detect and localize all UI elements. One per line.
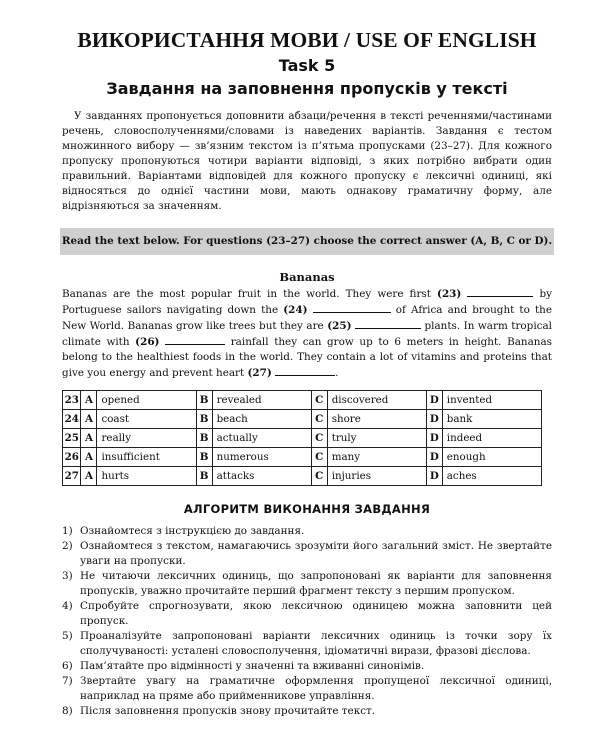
step-number: 8) <box>62 705 73 717</box>
instruction-box: Read the text below. For questions (23–27) choose the correct answer (A, B, C or D). <box>60 228 554 255</box>
step-number: 3) <box>62 570 73 582</box>
step-text: Ознайомтеся з текстом, намагаючись зрозуміти його загальний зміст. Не звертайте уваги на пропуски. <box>80 540 552 567</box>
gap-blank-23 <box>467 286 533 297</box>
text-part: . <box>335 367 339 379</box>
option-text[interactable]: insufficient <box>97 448 196 467</box>
text-part: of Africa and brought to the New World. Bananas grow like trees but they are <box>62 304 552 332</box>
text-part: plants. In warm tropical climate with <box>62 320 552 348</box>
option-text[interactable]: hurts <box>97 467 196 486</box>
answer-options-table <box>62 390 542 486</box>
option-text[interactable]: actually <box>212 429 311 448</box>
section-title: ВИКОРИСТАННЯ МОВИ / USE OF ENGLISH <box>77 28 537 52</box>
step-text: Проаналізуйте запропоновані варіанти лексичних одиниць із точки зору їх сполучуваності: усталені словосполучення, ідіоматичні вирази, фразові дієслова. <box>80 630 552 657</box>
option-letter: C <box>311 448 327 467</box>
option-letter: D <box>426 410 442 429</box>
option-letter: A <box>81 448 97 467</box>
option-text[interactable]: enough <box>442 448 541 467</box>
step-text: Звертайте увагу на граматичне оформлення пропущеної лексичної одиниці, наприклад на пряме або прийменникове управління. <box>80 675 552 702</box>
option-text[interactable]: shore <box>327 410 426 429</box>
option-text[interactable]: invented <box>442 391 541 410</box>
option-letter: A <box>81 429 97 448</box>
table-row <box>63 429 542 448</box>
gap-blank-26 <box>165 334 225 345</box>
option-text[interactable]: opened <box>97 391 196 410</box>
option-text[interactable]: truly <box>327 429 426 448</box>
step-number: 2) <box>62 540 73 552</box>
option-text[interactable]: revealed <box>212 391 311 410</box>
option-text[interactable]: coast <box>97 410 196 429</box>
option-letter: B <box>196 429 212 448</box>
option-letter: D <box>426 429 442 448</box>
step-number: 4) <box>62 600 73 612</box>
option-letter: D <box>426 448 442 467</box>
option-letter: B <box>196 448 212 467</box>
option-letter: A <box>81 391 97 410</box>
list-item <box>62 704 552 719</box>
gap-blank-27 <box>275 365 335 376</box>
option-text[interactable]: bank <box>442 410 541 429</box>
step-text: Спробуйте спрогнозувати, якою лексичною одиницею можна заповнити цей пропуск. <box>80 600 552 627</box>
option-letter: C <box>311 467 327 486</box>
gap-label-26: (26) <box>135 336 160 348</box>
list-item <box>62 569 552 599</box>
option-letter: C <box>311 410 327 429</box>
algorithm-title: АЛГОРИТМ ВИКОНАННЯ ЗАВДАННЯ <box>183 502 431 516</box>
option-text[interactable]: many <box>327 448 426 467</box>
question-number: 26 <box>63 448 81 467</box>
option-text[interactable]: beach <box>212 410 311 429</box>
table-row <box>63 391 542 410</box>
question-number: 27 <box>63 467 81 486</box>
option-text[interactable]: numerous <box>212 448 311 467</box>
gap-blank-25 <box>355 318 421 329</box>
option-letter: A <box>81 467 97 486</box>
step-text: Пам’ятайте про відмінності у значенні та вживанні синонімів. <box>80 660 425 672</box>
question-number: 23 <box>63 391 81 410</box>
step-text: Після заповнення пропусків знову прочитайте текст. <box>80 705 376 717</box>
gap-blank-24 <box>313 302 391 313</box>
option-text[interactable]: aches <box>442 467 541 486</box>
table-row <box>63 410 542 429</box>
list-item <box>62 674 552 704</box>
option-letter: B <box>196 410 212 429</box>
intro-paragraph: У завданнях пропонується доповнити абзаци/речення в тексті реченнями/частинами речень, словосполученнями/словами із наведених варіантів. Завдання є тестом множинного вибору — зв’язним текстом із п’ятьма пропусками (23–27). Для кожного пропуску пропонуються чотири варіанти відповіді, з яких потрібно вибрати один правильний. Варіантами відповідей для кожного пропуску є лексичні одиниці, які відносяться до однієї частини мови, мають однакову граматичну форму, але відрізняються за значенням. <box>62 110 552 212</box>
list-item <box>62 524 552 539</box>
list-item <box>62 539 552 569</box>
step-number: 1) <box>62 525 73 537</box>
option-letter: D <box>426 467 442 486</box>
gap-label-24: (24) <box>283 304 308 316</box>
gap-label-27: (27) <box>247 367 272 379</box>
option-text[interactable]: attacks <box>212 467 311 486</box>
text-part: Bananas are the most popular fruit in the world. They were first <box>62 288 431 300</box>
list-item <box>62 659 552 674</box>
step-number: 7) <box>62 675 73 687</box>
step-number: 6) <box>62 660 73 672</box>
text-part: by Portuguese sailors navigating down the <box>62 288 553 316</box>
question-number: 25 <box>63 429 81 448</box>
option-letter: A <box>81 410 97 429</box>
task-title: Завдання на заповнення пропусків у тексті <box>106 79 508 98</box>
step-text: Не читаючи лексичних одиниць, що запропоновані як варіанти для заповнення пропусків, уважно прочитайте перший фрагмент тексту з першим пропуском. <box>80 570 552 597</box>
text-part: rainfall they can grow up to 6 meters in height. Bananas belong to the healthiest foods in the world. They contain a lot of vitamins and proteins that give you energy and prevent heart <box>62 336 553 379</box>
option-letter: C <box>311 429 327 448</box>
table-row <box>63 467 542 486</box>
text-title: Bananas <box>279 270 335 284</box>
table-row <box>63 448 542 467</box>
list-item <box>62 629 552 659</box>
option-text[interactable]: indeed <box>442 429 541 448</box>
algorithm-steps <box>62 524 552 719</box>
gap-label-25: (25) <box>327 320 352 332</box>
option-text[interactable]: really <box>97 429 196 448</box>
gap-label-23: (23) <box>437 288 462 300</box>
option-text[interactable]: discovered <box>327 391 426 410</box>
option-letter: B <box>196 467 212 486</box>
step-text: Ознайомтеся з інструкцією до завдання. <box>80 525 305 537</box>
step-number: 5) <box>62 630 73 642</box>
reading-text <box>62 286 552 381</box>
option-letter: C <box>311 391 327 410</box>
question-number: 24 <box>63 410 81 429</box>
option-letter: D <box>426 391 442 410</box>
list-item <box>62 599 552 629</box>
task-number: Task 5 <box>278 56 336 75</box>
option-text[interactable]: injuries <box>327 467 426 486</box>
option-letter: B <box>196 391 212 410</box>
